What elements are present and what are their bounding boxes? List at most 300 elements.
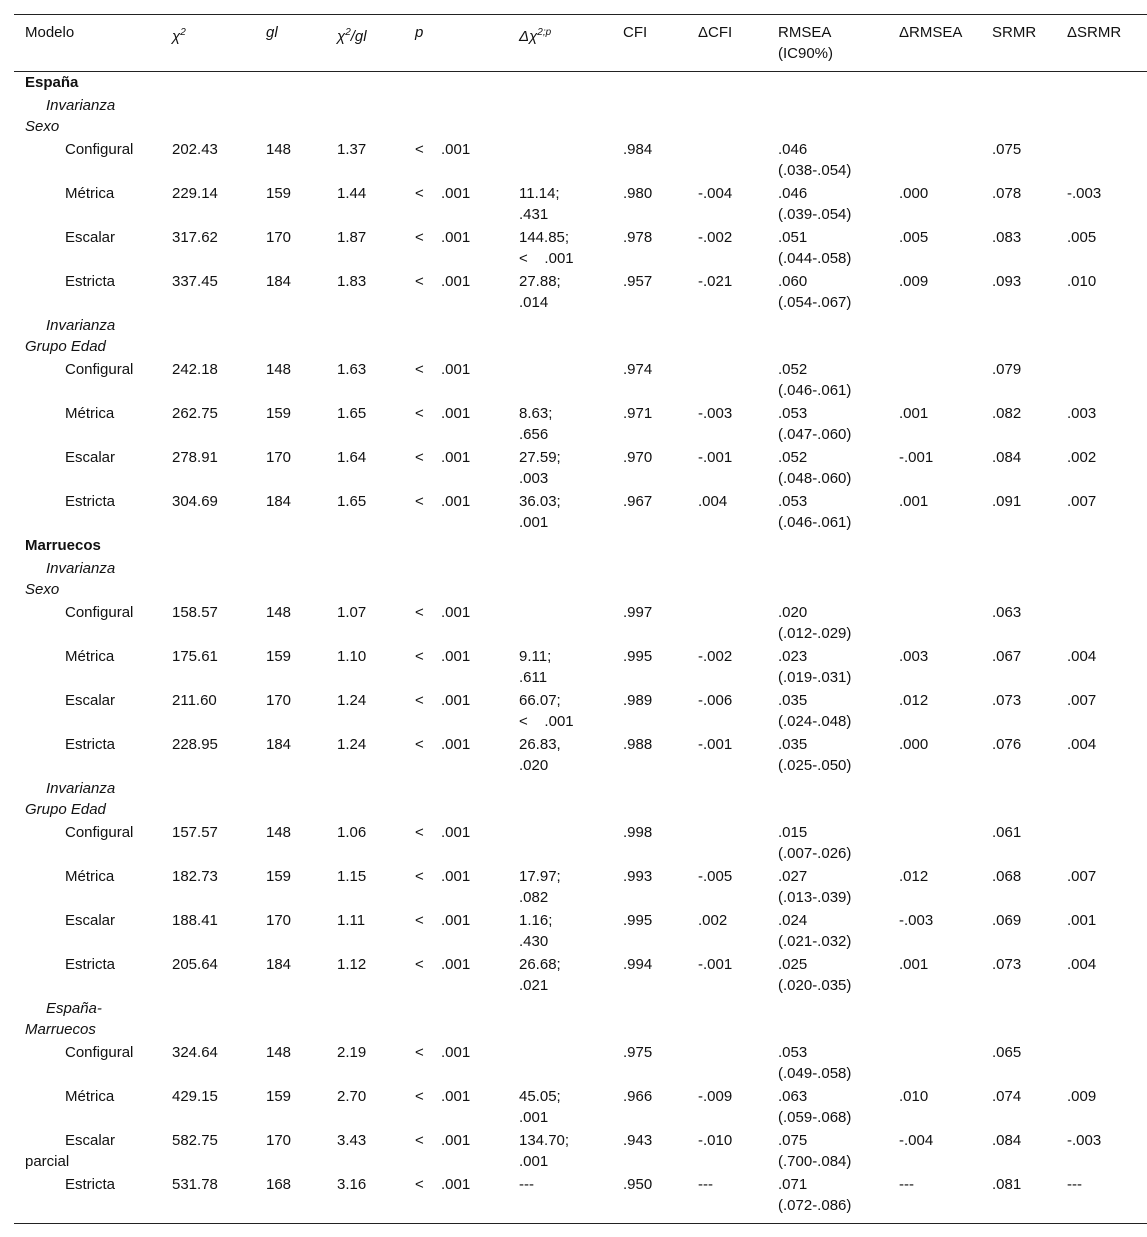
model-name: Escalar: [65, 692, 116, 709]
cfi-cell: .978: [623, 229, 653, 246]
section-title: España: [25, 74, 79, 91]
table-row: [14, 403, 1147, 447]
dcfi-cell: -.009: [698, 1088, 733, 1105]
header-cfi: CFI: [623, 24, 648, 41]
group-label-line2: Sexo: [25, 118, 60, 135]
srmr-cell: .081: [992, 1174, 1067, 1224]
header-dchi: $\Delta\chi^{2;p}$: [519, 27, 552, 45]
drmsea-cell: .001: [899, 493, 929, 510]
gl-cell: 159: [266, 648, 292, 665]
cfi-cell: .995: [623, 912, 653, 929]
group-row: [14, 95, 1147, 139]
rmsea-cell: [778, 271, 899, 315]
group-label: [14, 998, 1147, 1042]
dsrmr-cell: [1067, 602, 1147, 646]
p-less-than: <: [415, 692, 424, 709]
srmr-cell: .067: [992, 648, 1022, 665]
rmsea-ci: (.021-.032): [778, 933, 852, 950]
header-dcfi: ΔCFI: [698, 24, 733, 41]
rmsea-value: .024: [778, 912, 808, 929]
ratio-cell: 1.11: [337, 912, 366, 929]
rmsea-cell: [778, 139, 899, 183]
model-name: Escalar: [65, 229, 116, 246]
p-value: .001: [441, 1132, 471, 1149]
model-name: Escalar: [65, 1132, 116, 1149]
rmsea-cell: [778, 1042, 899, 1086]
p-value: .001: [441, 648, 471, 665]
chi2-cell: 205.64: [172, 956, 218, 973]
chi2-cell: 304.69: [172, 493, 218, 510]
section-row: [14, 72, 1147, 96]
model-cell: [14, 646, 172, 690]
ratio-cell: 1.15: [337, 868, 367, 885]
chi2-cell: 158.57: [172, 604, 218, 621]
drmsea-cell: .012: [899, 868, 929, 885]
rmsea-value: .063: [778, 1088, 808, 1105]
header-chi2gl: $\chi^2/gl$: [337, 27, 367, 45]
rmsea-cell: [778, 227, 899, 271]
table-row: [14, 491, 1147, 535]
ratio-cell: 3.16: [337, 1174, 415, 1224]
p-less-than: <: [415, 361, 424, 378]
drmsea-cell: [899, 139, 992, 183]
table-row: [14, 690, 1147, 734]
dchi-value: 27.59;: [519, 449, 561, 466]
p-cell: [415, 359, 519, 403]
table-row: [14, 910, 1147, 954]
p-cell: [415, 183, 519, 227]
srmr-cell: .068: [992, 868, 1022, 885]
srmr-cell: .061: [992, 824, 1022, 841]
group-label: [14, 95, 1147, 139]
gl-cell: 170: [266, 449, 292, 466]
p-cell: [415, 602, 519, 646]
group-label-line1: España-: [46, 1000, 102, 1017]
p-value: .001: [441, 1176, 471, 1193]
group-label-line1: Invarianza: [46, 317, 116, 334]
group-label-line1: Invarianza: [46, 97, 116, 114]
rmsea-cell: [778, 491, 899, 535]
dcfi-cell: -.004: [698, 185, 733, 202]
drmsea-cell: .003: [899, 648, 929, 665]
rmsea-ci: (.019-.031): [778, 669, 852, 686]
model-cell: [14, 183, 172, 227]
rmsea-ci: (.048-.060): [778, 470, 852, 487]
p-less-than: <: [415, 405, 424, 422]
table-row: [14, 271, 1147, 315]
cfi-cell: .989: [623, 692, 653, 709]
table-row: [14, 1086, 1147, 1130]
chi2-cell: 278.91: [172, 449, 218, 466]
model-name: Métrica: [65, 185, 115, 202]
cfi-cell: .943: [623, 1132, 653, 1149]
dcfi-cell: [698, 602, 778, 646]
drmsea-cell: [899, 822, 992, 866]
drmsea-cell: -.003: [899, 912, 934, 929]
p-value: .001: [441, 185, 471, 202]
table-row: [14, 1130, 1147, 1174]
chi2-cell: 429.15: [172, 1088, 218, 1105]
model-name: Configural: [65, 604, 134, 621]
srmr-cell: .063: [992, 604, 1022, 621]
dchi-cell: [519, 646, 623, 690]
model-cell: [14, 1174, 172, 1224]
srmr-cell: .073: [992, 692, 1022, 709]
cfi-cell: .988: [623, 736, 653, 753]
chi2-cell: 228.95: [172, 736, 218, 753]
gl-cell: 148: [266, 141, 292, 158]
model-cell: [14, 359, 172, 403]
dchi-value: 144.85;: [519, 229, 570, 246]
chi2-cell: 337.45: [172, 273, 218, 290]
drmsea-cell: -.004: [899, 1132, 934, 1149]
model-cell: [14, 227, 172, 271]
ratio-cell: 1.24: [337, 736, 367, 753]
gl-cell: 170: [266, 229, 292, 246]
dcfi-cell: .002: [698, 912, 728, 929]
header-p: p: [415, 24, 424, 41]
p-less-than: <: [415, 956, 424, 973]
rmsea-cell: [778, 1130, 899, 1174]
rmsea-ci: (.025-.050): [778, 757, 852, 774]
p-cell: [415, 271, 519, 315]
chi2-cell: 582.75: [172, 1132, 218, 1149]
table-row: [14, 1174, 1147, 1224]
dchi-cell: [519, 1130, 623, 1174]
dchi-value: 8.63;: [519, 405, 553, 422]
gl-cell: 148: [266, 824, 292, 841]
ratio-cell: 1.10: [337, 648, 367, 665]
rmsea-value: .053: [778, 1044, 808, 1061]
chi2-cell: 188.41: [172, 912, 218, 929]
dchi-cell: [519, 734, 623, 778]
rmsea-value: .023: [778, 648, 808, 665]
rmsea-value: .046: [778, 185, 808, 202]
dchi-cell: [519, 447, 623, 491]
rmsea-cell: [778, 822, 899, 866]
dchi-value: 36.03;: [519, 493, 561, 510]
gl-cell: 170: [266, 692, 292, 709]
p-less-than: <: [415, 493, 424, 510]
model-cell: [14, 403, 172, 447]
rmsea-cell: [778, 183, 899, 227]
p-value: .001: [441, 1044, 471, 1061]
dsrmr-cell: .007: [1067, 692, 1097, 709]
rmsea-cell: [778, 910, 899, 954]
rmsea-value: .052: [778, 449, 808, 466]
model-name: Escalar: [65, 912, 116, 929]
srmr-cell: .078: [992, 185, 1022, 202]
p-less-than: <: [415, 1132, 424, 1149]
model-cell: [14, 822, 172, 866]
table-row: [14, 447, 1147, 491]
p-cell: [415, 822, 519, 866]
gl-cell: 159: [266, 405, 292, 422]
rmsea-value: .020: [778, 604, 808, 621]
dsrmr-cell: .004: [1067, 956, 1097, 973]
p-less-than: <: [415, 912, 424, 929]
rmsea-ci: (.044-.058): [778, 250, 852, 267]
model-name: Escalar: [65, 449, 116, 466]
rmsea-cell: [778, 1086, 899, 1130]
p-value: .001: [441, 868, 471, 885]
invariance-table: [14, 14, 1147, 1224]
group-label: [14, 558, 1147, 602]
chi2-cell: 262.75: [172, 405, 218, 422]
dchi-p: .611: [519, 669, 548, 686]
header-row: [14, 15, 1147, 72]
p-cell: [415, 734, 519, 778]
dcfi-cell: -.001: [698, 956, 733, 973]
table-row: [14, 822, 1147, 866]
dchi-value: 134.70;: [519, 1132, 570, 1149]
gl-cell: 148: [266, 604, 292, 621]
p-value: .001: [441, 361, 471, 378]
chi2-cell: 242.18: [172, 361, 218, 378]
header-gl: gl: [266, 24, 278, 41]
p-less-than: <: [415, 868, 424, 885]
table-header: [14, 15, 1147, 72]
dchi-cell: [519, 271, 623, 315]
dcfi-cell: [698, 139, 778, 183]
cfi-cell: .975: [623, 1044, 653, 1061]
p-less-than: <: [415, 449, 424, 466]
model-name: Estricta: [65, 493, 116, 510]
p-value: .001: [441, 449, 471, 466]
p-cell: [415, 646, 519, 690]
dchi-value: 45.05;: [519, 1088, 561, 1105]
dchi-value: 1.16;: [519, 912, 553, 929]
p-less-than: <: [415, 604, 424, 621]
chi2-cell: 157.57: [172, 824, 218, 841]
model-cell: [14, 271, 172, 315]
group-label-line2: Grupo Edad: [25, 338, 106, 355]
dsrmr-cell: [1067, 359, 1147, 403]
cfi-cell: .970: [623, 449, 653, 466]
dchi-p: .656: [519, 426, 549, 443]
dchi-p: .430: [519, 933, 549, 950]
model-name: Métrica: [65, 648, 115, 665]
srmr-cell: .074: [992, 1088, 1022, 1105]
drmsea-cell: .009: [899, 273, 929, 290]
p-value: .001: [441, 493, 471, 510]
rmsea-value: .053: [778, 405, 808, 422]
p-value: .001: [441, 736, 471, 753]
dcfi-cell: -.003: [698, 405, 733, 422]
table-row: [14, 602, 1147, 646]
header-rmsea-label: RMSEA: [778, 24, 832, 41]
section-row: [14, 535, 1147, 558]
ratio-cell: 2.19: [337, 1044, 367, 1061]
p-cell: [415, 403, 519, 447]
table-row: [14, 646, 1147, 690]
rmsea-cell: [778, 602, 899, 646]
chi2-cell: 324.64: [172, 1044, 218, 1061]
model-cell: [14, 491, 172, 535]
model-name-line2: parcial: [25, 1153, 70, 1170]
p-cell: [415, 139, 519, 183]
dchi-cell: [519, 1042, 623, 1086]
cfi-cell: .993: [623, 868, 653, 885]
model-cell: [14, 954, 172, 998]
rmsea-value: .075: [778, 1132, 808, 1149]
p-value: .001: [441, 405, 471, 422]
rmsea-ci: (.012-.029): [778, 625, 852, 642]
rmsea-ci: (.024-.048): [778, 713, 852, 730]
p-less-than: <: [415, 1088, 424, 1105]
p-value: .001: [441, 956, 471, 973]
gl-cell: 168: [266, 1174, 337, 1224]
section-title: Marruecos: [25, 537, 101, 554]
ratio-cell: 1.65: [337, 405, 367, 422]
cfi-cell: .974: [623, 361, 653, 378]
rmsea-ci: (.049-.058): [778, 1065, 852, 1082]
srmr-cell: .065: [992, 1044, 1022, 1061]
ratio-cell: 1.65: [337, 493, 367, 510]
dsrmr-cell: -.003: [1067, 185, 1102, 202]
gl-cell: 159: [266, 185, 292, 202]
chi2-cell: 211.60: [172, 692, 217, 709]
dchi-p: .001: [519, 1153, 549, 1170]
dcfi-cell: -.001: [698, 736, 733, 753]
drmsea-cell: ---: [899, 1174, 992, 1224]
group-row: [14, 998, 1147, 1042]
dcfi-cell: [698, 822, 778, 866]
model-cell: [14, 690, 172, 734]
table-row: [14, 139, 1147, 183]
model-cell: [14, 1086, 172, 1130]
p-less-than: <: [415, 1044, 424, 1061]
dsrmr-cell: .010: [1067, 273, 1097, 290]
ratio-cell: 2.70: [337, 1088, 367, 1105]
srmr-cell: .079: [992, 361, 1022, 378]
dchi-value: 27.88;: [519, 273, 561, 290]
dchi-p: < .001: [519, 250, 574, 267]
drmsea-cell: .010: [899, 1088, 929, 1105]
srmr-cell: .073: [992, 956, 1022, 973]
drmsea-cell: -.001: [899, 449, 934, 466]
header-chi2: $\chi^2$: [172, 27, 186, 45]
dcfi-cell: -.001: [698, 449, 733, 466]
cfi-cell: .984: [623, 141, 653, 158]
model-cell: [14, 1130, 172, 1174]
rmsea-cell: [778, 1174, 899, 1224]
p-value: .001: [441, 1088, 471, 1105]
table-row: [14, 1042, 1147, 1086]
ratio-cell: 1.07: [337, 604, 367, 621]
dchi-cell: [519, 822, 623, 866]
header-rmsea: [778, 15, 899, 72]
drmsea-cell: .001: [899, 956, 929, 973]
dchi-value: 26.83,: [519, 736, 561, 753]
header-modelo: Modelo: [25, 24, 75, 41]
p-less-than: <: [415, 229, 424, 246]
dchi-cell: [519, 359, 623, 403]
p-value: .001: [441, 604, 471, 621]
group-label: [14, 315, 1147, 359]
group-label: [14, 778, 1147, 822]
cfi-cell: .967: [623, 493, 653, 510]
p-value: .001: [441, 824, 471, 841]
gl-cell: 148: [266, 361, 292, 378]
rmsea-value: .035: [778, 736, 808, 753]
ratio-cell: 1.37: [337, 141, 367, 158]
table-row: [14, 954, 1147, 998]
model-name: Estricta: [65, 956, 116, 973]
dsrmr-cell: .009: [1067, 1088, 1097, 1105]
chi2-cell: 531.78: [172, 1174, 266, 1224]
rmsea-value: .015: [778, 824, 808, 841]
gl-cell: 184: [266, 273, 292, 290]
dsrmr-cell: .005: [1067, 229, 1097, 246]
table-body: [14, 72, 1147, 1224]
model-cell: [14, 734, 172, 778]
gl-cell: 184: [266, 736, 292, 753]
p-less-than: <: [415, 273, 424, 290]
p-cell: [415, 447, 519, 491]
rmsea-cell: [778, 447, 899, 491]
dchi-cell: [519, 183, 623, 227]
group-row: [14, 558, 1147, 602]
rmsea-cell: [778, 690, 899, 734]
rmsea-ci: (.013-.039): [778, 889, 852, 906]
dchi-cell: [519, 910, 623, 954]
dchi-p: .431: [519, 206, 549, 223]
p-cell: [415, 954, 519, 998]
p-less-than: <: [415, 185, 424, 202]
gl-cell: 184: [266, 493, 292, 510]
gl-cell: 170: [266, 1132, 292, 1149]
cfi-cell: .971: [623, 405, 653, 422]
p-less-than: <: [415, 736, 424, 753]
ratio-cell: 1.63: [337, 361, 367, 378]
rmsea-ci: (.059-.068): [778, 1109, 852, 1126]
rmsea-cell: [778, 954, 899, 998]
dchi-cell: [519, 139, 623, 183]
dsrmr-cell: -.003: [1067, 1132, 1102, 1149]
ratio-cell: 1.24: [337, 692, 367, 709]
dsrmr-cell: .004: [1067, 736, 1097, 753]
dchi-cell: [519, 491, 623, 535]
model-cell: [14, 447, 172, 491]
dchi-cell: [519, 954, 623, 998]
dchi-value: 17.97;: [519, 868, 561, 885]
rmsea-cell: [778, 646, 899, 690]
header-rmsea-ci: (IC90%): [778, 45, 834, 62]
cfi-cell: .997: [623, 604, 653, 621]
model-cell: [14, 1042, 172, 1086]
header-srmr: SRMR: [992, 24, 1037, 41]
rmsea-ci: (.047-.060): [778, 426, 852, 443]
p-value: .001: [441, 273, 471, 290]
dchi-p: .014: [519, 294, 549, 311]
rmsea-ci: (.700-.084): [778, 1153, 852, 1170]
p-cell: [415, 866, 519, 910]
drmsea-cell: .005: [899, 229, 929, 246]
p-cell: [415, 1130, 519, 1174]
rmsea-value: .025: [778, 956, 808, 973]
model-name: Configural: [65, 141, 134, 158]
rmsea-value: .035: [778, 692, 808, 709]
p-cell: [415, 227, 519, 271]
p-less-than: <: [415, 1176, 424, 1193]
p-cell: [415, 1042, 519, 1086]
dchi-cell: [519, 866, 623, 910]
dchi-value: 26.68;: [519, 956, 561, 973]
ratio-cell: 1.87: [337, 229, 367, 246]
cfi-cell: .998: [623, 824, 653, 841]
srmr-cell: .075: [992, 141, 1022, 158]
